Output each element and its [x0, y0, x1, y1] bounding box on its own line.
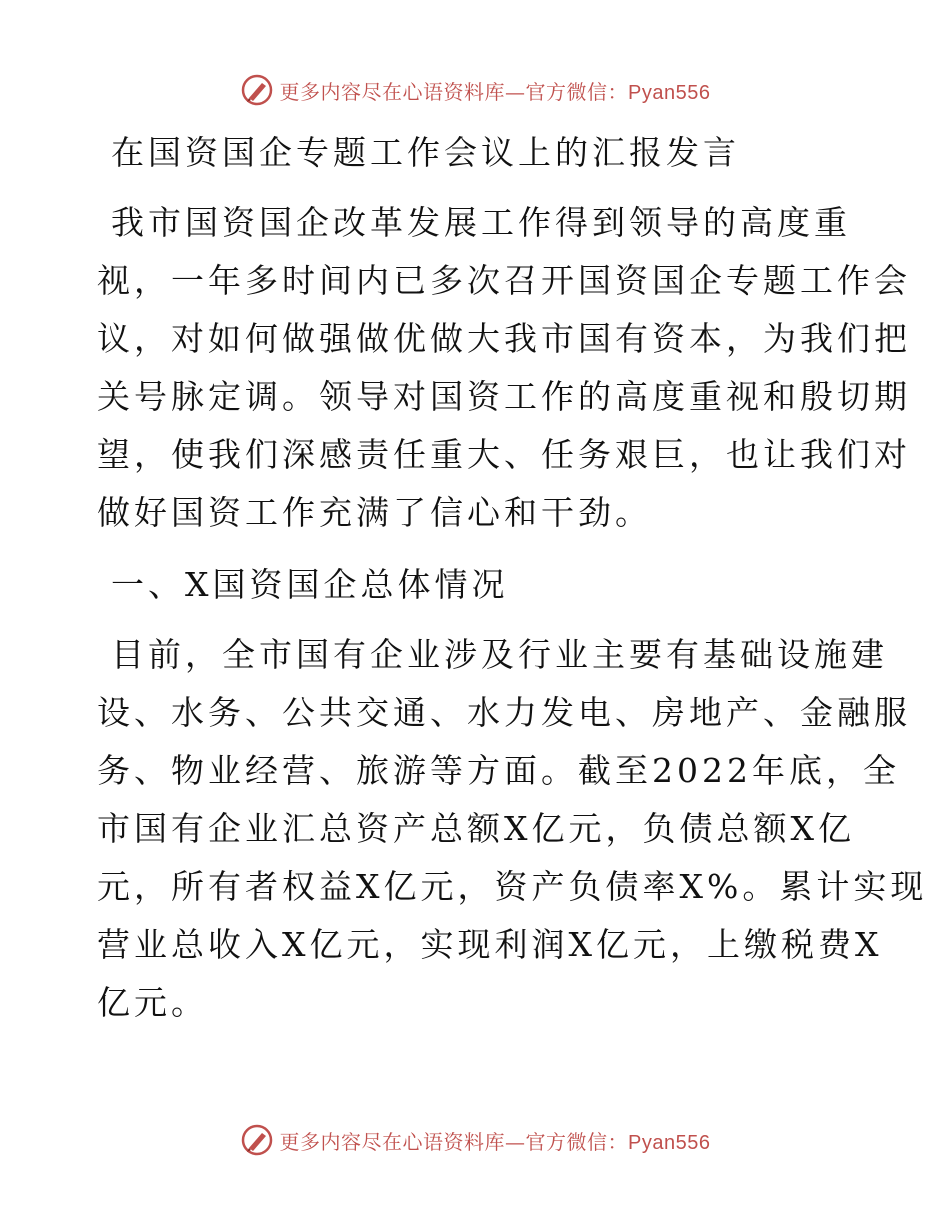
text-line: 目前，全市国有企业涉及行业主要有基础设施建 [111, 635, 888, 674]
header-watermark [0, 70, 950, 110]
text-line: 望，使我们深感责任重大、任务艰巨，也让我们对 [97, 435, 911, 474]
text-line: 营业总收入X亿元，实现利润X亿元，上缴税费X [97, 925, 883, 964]
text-line: 我市国资国企改革发展工作得到领导的高度重 [111, 203, 851, 242]
paragraph-overview [97, 626, 928, 1032]
paragraph-intro [97, 194, 911, 542]
text-line: 视，一年多时间内已多次召开国资国企专题工作会 [97, 261, 911, 300]
text-line: 关号脉定调。领导对国资工作的高度重视和殷切期 [97, 377, 911, 416]
document-title: 在国资国企专题工作会议上的汇报发言 [111, 133, 740, 172]
watermark-text: 更多内容尽在心语资料库—官方微信：Pyan556 [279, 1129, 711, 1154]
pen-logo-icon [240, 73, 274, 107]
text-line: 务、物业经营、旅游等方面。截至2022年底，全 [97, 751, 900, 790]
text-line: 设、水务、公共交通、水力发电、房地产、金融服 [97, 693, 911, 732]
document-body [97, 124, 928, 1046]
text-line: 亿元。 [97, 983, 208, 1022]
footer-watermark [0, 1120, 950, 1160]
text-line: 做好国资工作充满了信心和干劲。 [97, 493, 652, 532]
section-heading: 一、X国资国企总体情况 [111, 565, 509, 604]
text-line: 元，所有者权益X亿元，资产负债率X%。累计实现 [97, 867, 928, 906]
text-line: 市国有企业汇总资产总额X亿元，负债总额X亿 [97, 809, 855, 848]
watermark-text: 更多内容尽在心语资料库—官方微信：Pyan556 [279, 79, 711, 104]
pen-logo-icon [240, 1123, 274, 1157]
text-line: 议，对如何做强做优做大我市国有资本，为我们把 [97, 319, 911, 358]
